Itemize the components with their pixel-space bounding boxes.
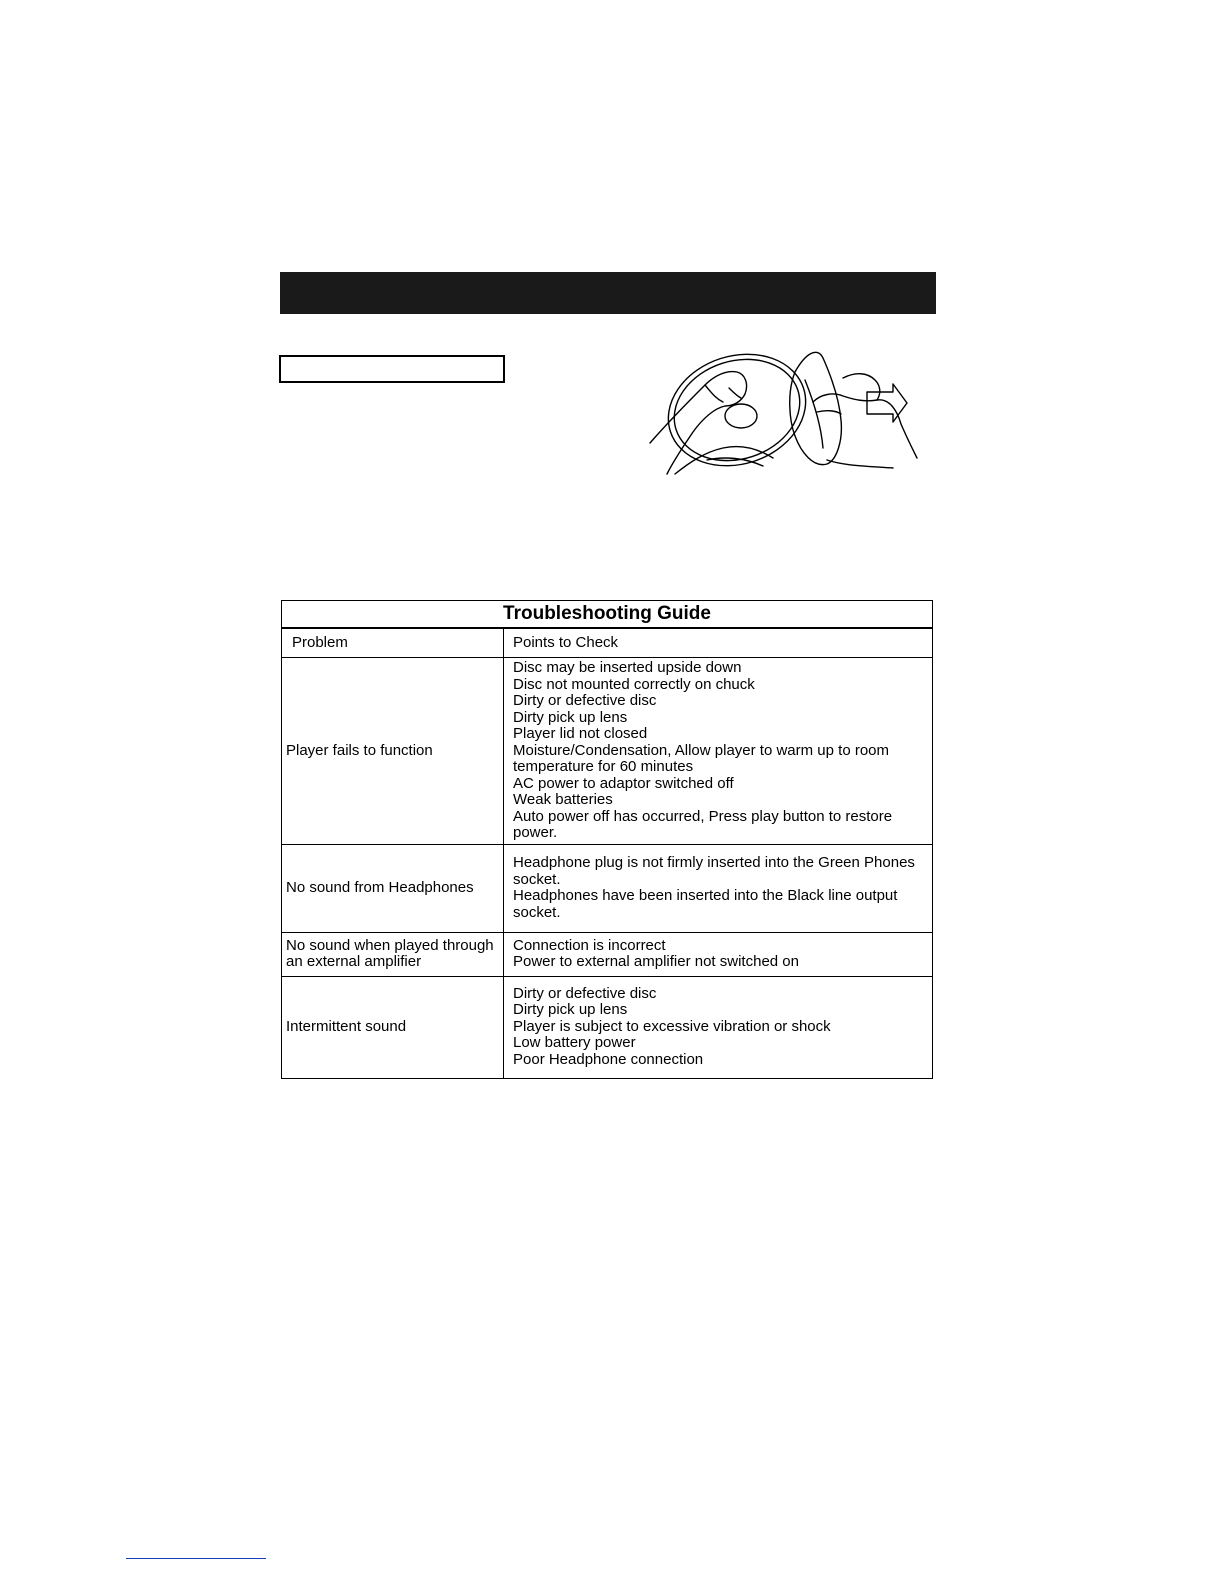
footer-rule xyxy=(126,1558,266,1559)
right-hand xyxy=(813,394,917,458)
point-item: Player lid not closed xyxy=(513,725,648,742)
points-cell xyxy=(504,976,933,1078)
points-cell xyxy=(504,932,933,976)
point-item: Dirty or defective disc xyxy=(513,984,657,1002)
subsection-label-box xyxy=(279,355,505,383)
point-item: Dirty pick up lens xyxy=(513,1001,628,1019)
point-item: Poor Headphone connection xyxy=(513,1050,704,1068)
point-item: Auto power off has occurred, Press play button to restore power. xyxy=(513,807,893,841)
problem-cell: Player fails to function xyxy=(282,658,504,845)
point-item: Dirty or defective disc xyxy=(513,692,657,709)
point-item: Weak batteries xyxy=(513,791,613,808)
table-row xyxy=(282,976,933,1078)
point-item: Dirty pick up lens xyxy=(513,708,628,726)
problem-cell: No sound from Headphones xyxy=(282,844,504,932)
point-item: Headphones have been inserted into the Black line output socket. xyxy=(513,887,898,921)
table-title: Troubleshooting Guide xyxy=(282,601,933,629)
point-item: AC power to adaptor switched off xyxy=(513,774,734,792)
disc-center-hole xyxy=(725,404,757,428)
pull-direction-arrow xyxy=(867,384,907,422)
table-row xyxy=(282,932,933,976)
point-item: Player is subject to excessive vibration or shock xyxy=(513,1017,831,1035)
column-header-problem: Problem xyxy=(282,628,504,658)
troubleshooting-guide-table xyxy=(281,600,933,1079)
column-header-points: Points to Check xyxy=(504,628,933,658)
problem-cell: No sound when played through an external amplifier xyxy=(282,932,504,976)
points-cell xyxy=(504,844,933,932)
point-item: Connection is incorrect xyxy=(513,936,666,954)
table-row xyxy=(282,658,933,845)
points-cell xyxy=(504,658,933,845)
disc-cleaning-illustration xyxy=(645,340,925,480)
point-item: Power to external amplifier not switched on xyxy=(513,953,799,970)
point-item: Disc not mounted correctly on chuck xyxy=(513,675,755,693)
point-item: Headphone plug is not firmly inserted into the Green Phones socket. xyxy=(513,854,915,888)
point-item: Low battery power xyxy=(513,1034,636,1052)
table-row xyxy=(282,844,933,932)
section-header-bar xyxy=(280,272,936,314)
point-item: Moisture/Condensation, Allow player to warm up to room temperature for 60 minutes xyxy=(513,741,890,775)
problem-cell: Intermittent sound xyxy=(282,976,504,1078)
point-item: Disc may be inserted upside down xyxy=(513,659,742,676)
